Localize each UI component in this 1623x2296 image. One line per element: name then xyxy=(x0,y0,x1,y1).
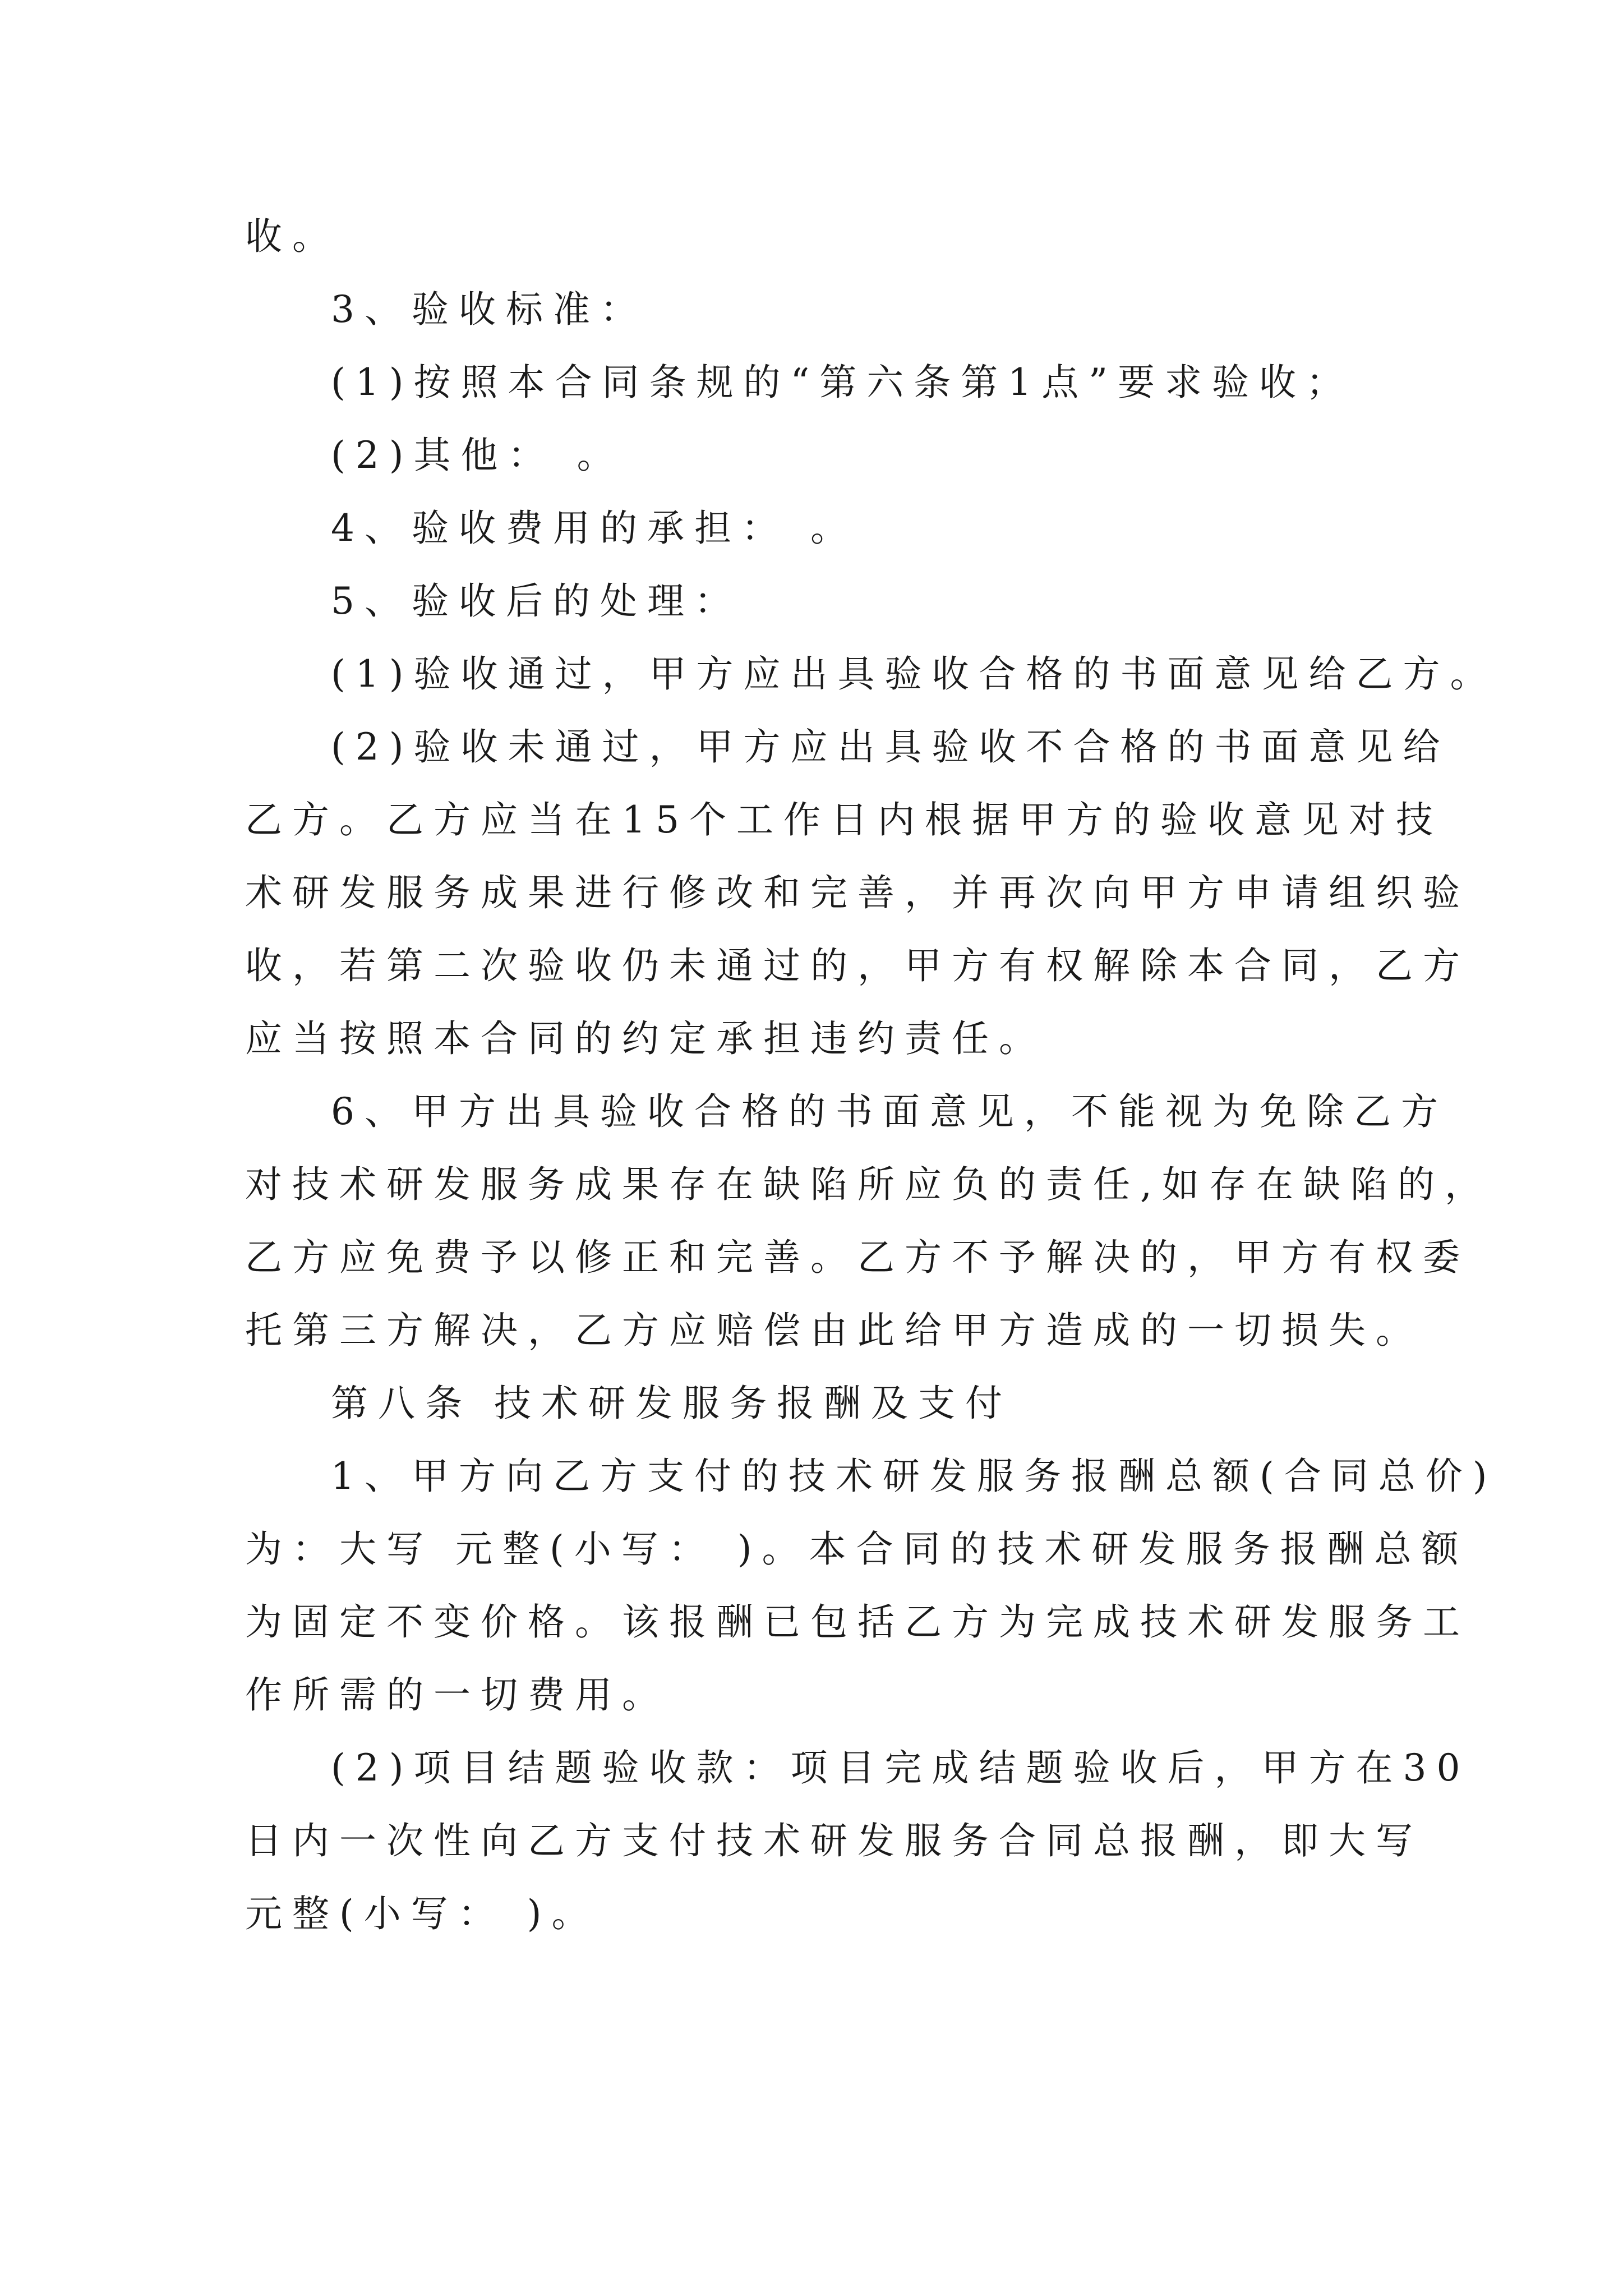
text-line: 3、验收标准： xyxy=(331,288,647,331)
text-line: 收，若第二次验收仍未通过的，甲方有权解除本合同，乙方 xyxy=(245,944,1470,987)
text-line: 6、甲方出具验收合格的书面意见，不能视为免除乙方 xyxy=(331,1090,1448,1133)
text-line: 术研发服务成果进行修改和完善，并再次向甲方申请组织验 xyxy=(245,871,1470,914)
text-line: 应当按照本合同的约定承担违约责任。 xyxy=(245,1017,1046,1060)
text-line: 乙方应免费予以修正和完善。乙方不予解决的，甲方有权委 xyxy=(245,1236,1470,1279)
text-line: 对技术研发服务成果存在缺陷所应负的责任,如存在缺陷的， xyxy=(245,1163,1492,1206)
text-line: 乙方。乙方应当在15个工作日内根据甲方的验收意见对技 xyxy=(245,798,1443,841)
text-line: 元整(小写： )。 xyxy=(245,1892,599,1935)
text-line: 为固定不变价格。该报酬已包括乙方为完成技术研发服务工 xyxy=(245,1600,1470,1644)
text-line: (1)验收通过，甲方应出具验收合格的书面意见给乙方。 xyxy=(331,652,1497,696)
text-line: (2)项目结题验收款：项目完成结题验收后，甲方在30 xyxy=(331,1746,1470,1789)
text-line: 为：大写 元整(小写： )。本合同的技术研发服务报酬总额 xyxy=(245,1527,1469,1571)
text-line: 托第三方解决，乙方应赔偿由此给甲方造成的一切损失。 xyxy=(245,1309,1423,1352)
text-line: (2)验收未通过，甲方应出具验收不合格的书面意见给 xyxy=(331,725,1450,769)
text-line: (2)其他： 。 xyxy=(331,434,624,477)
section-heading: 第八条 技术研发服务报酬及支付 xyxy=(331,1382,1012,1425)
text-line: (1)按照本合同条规的“第六条第1点”要求验收； xyxy=(331,361,1353,404)
text-line: 4、验收费用的承担： 。 xyxy=(331,507,857,550)
text-line: 收。 xyxy=(245,215,339,258)
text-line: 日内一次性向乙方支付技术研发服务合同总报酬，即大写 xyxy=(245,1819,1423,1862)
text-line: 作所需的一切费用。 xyxy=(245,1673,669,1717)
text-line: 5、验收后的处理： xyxy=(331,579,741,623)
text-line: 1、甲方向乙方支付的技术研发服务报酬总额(合同总价) xyxy=(331,1455,1497,1498)
